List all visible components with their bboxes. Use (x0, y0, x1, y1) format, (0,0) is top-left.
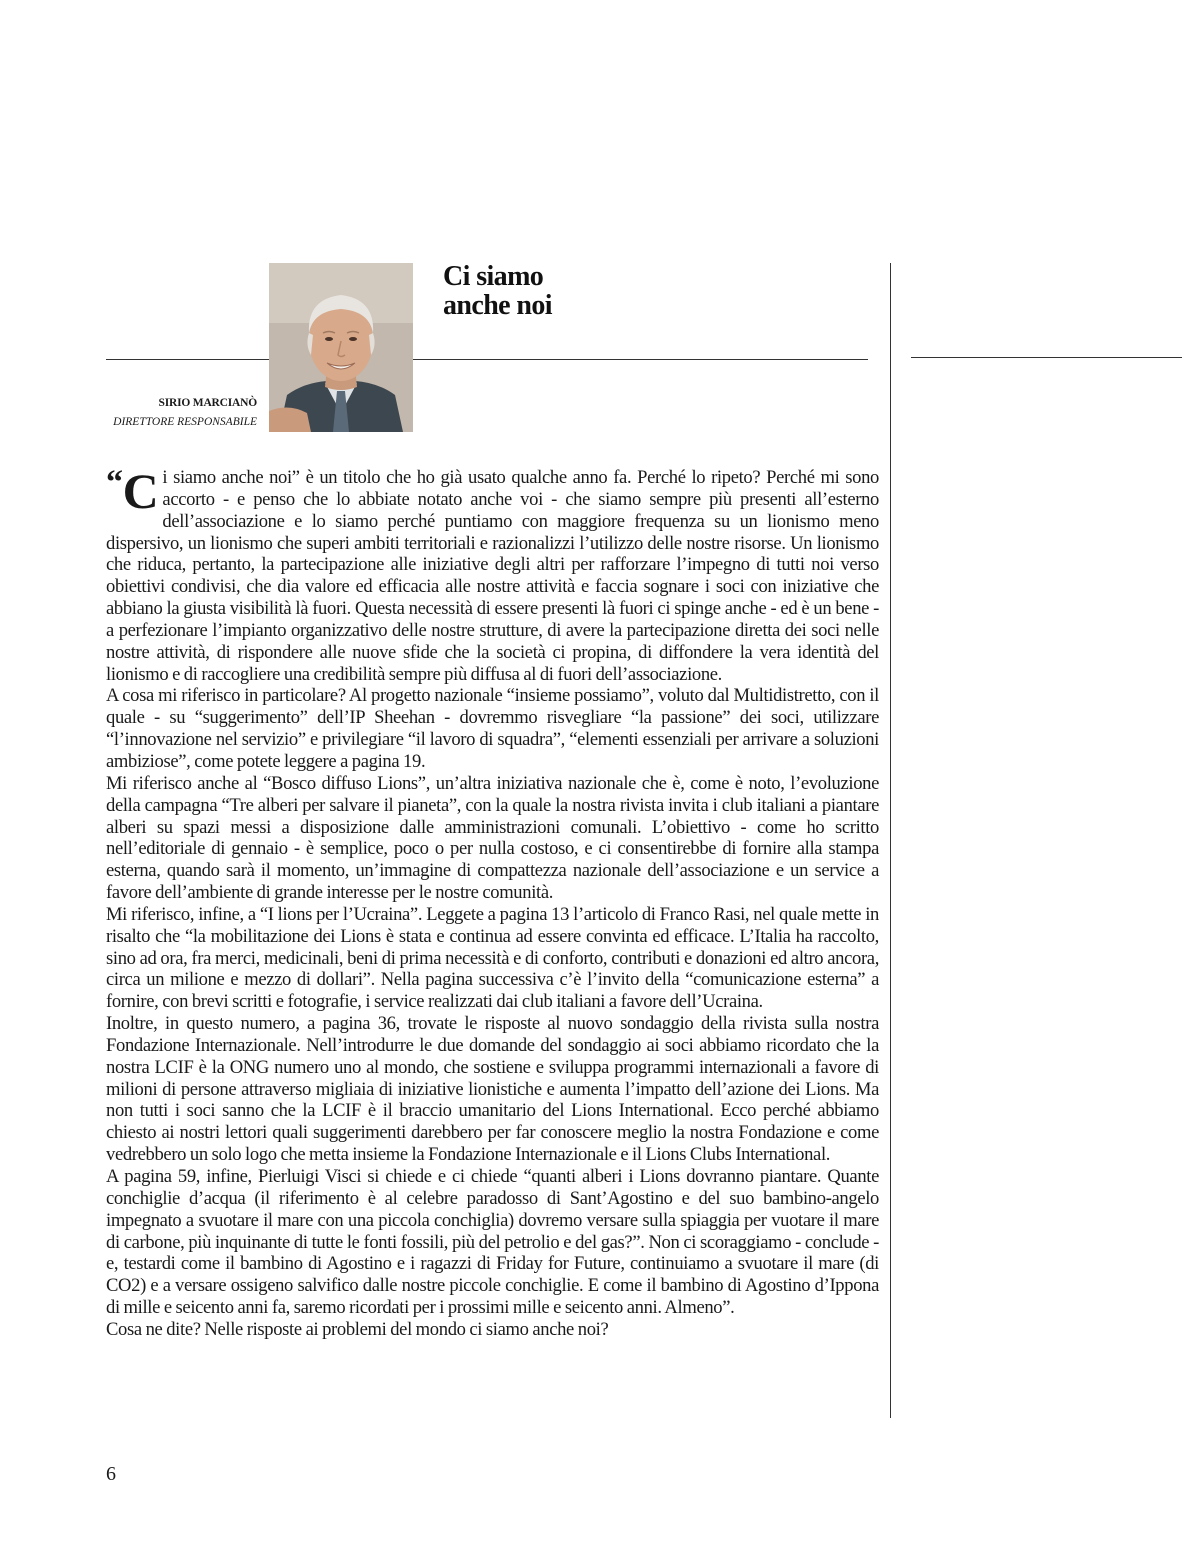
header-rule-left (106, 359, 270, 360)
author-portrait-illustration (269, 263, 413, 432)
article-paragraph (106, 463, 879, 685)
drop-cap (106, 463, 159, 519)
article-paragraph: A pagina 59, infine, Pierluigi Visci si chiede e ci chiede “quanti alberi i Lions dovranno piantare. Quante conchiglie d’acqua (il riferimento è al celebre paradosso di Sant’Agostino e del suo bambino-angelo impegnato a svuotare il mare con una piccola conchiglia) dovremo versare sulla spiaggia per vuotare il mare di carbone, più inquinante di tutte le fonti fossili, più del petrolio e del gas?”. Non ci scoraggiamo - conclude - e, testardi come il bambino di Agostino e i ragazzi di Friday for Future, continuiamo a svuotare il mare (di CO2) e a versare ossigeno salvifico dalle nostre piccole conchiglie. E come il bambino di Agostino d’Ippona di mille e seicento anni fa, saremo ricordati per i prossimi mille e seicento anni. Almeno”. (106, 1166, 879, 1319)
drop-cap-letter: C (122, 463, 159, 519)
article-paragraph: Inoltre, in questo numero, a pagina 36, trovate le risposte al nuovo sondaggio della rivista sulla nostra Fondazione Internazionale. Nell’introdurre le due domande del sondaggio ai soci abbiamo ricordato che la nostra LCIF è la ONG numero uno al mondo, che sostiene e sviluppa programmi internazionali a favore di milioni di persone attraverso migliaia di iniziative lionistiche e aumenta l’impatto dell’azione dei Lions. Ma non tutti i soci sanno che la LCIF è il braccio umanitario del Lions International. Ecco perché abbiamo chiesto ai nostri lettori quali suggerimenti darebbero per far conoscere meglio la nostra Fondazione e come vedrebbero un solo logo che metta insieme la Fondazione Internazionale e il Lions Clubs International. (106, 1013, 879, 1166)
author-portrait (269, 263, 413, 432)
column-divider (890, 263, 891, 1418)
article-title (443, 262, 552, 320)
page-number: 6 (106, 1463, 116, 1485)
article-paragraph: Cosa ne dite? Nelle risposte ai problemi del mondo ci siamo anche noi? (106, 1318, 609, 1340)
drop-cap-quote: “ (106, 464, 123, 501)
header-rule-middle (413, 359, 868, 360)
article-paragraph: Mi riferisco anche al “Bosco diffuso Lions”, un’altra iniziativa nazionale che è, come è noto, l’evoluzione della campagna “Tre alberi per salvare il pianeta”, con la quale la nostra rivista invita i club italiani a piantare alberi su spazi messi a disposizione dalle amministrazioni comunali. L’obiettivo - come ho scritto nell’editoriale di gennaio - è semplice, poco o per nulla costoso, e ci consentirebbe di fornire alla stampa esterna, quando sarà il momento, un’immagine di compattezza nazionale dell’associazione e un service a favore dell’ambiente di grande interesse per le nostre comunità. (106, 772, 879, 904)
article-body (106, 463, 879, 1341)
author-name: SIRIO MARCIANÒ (158, 397, 257, 409)
article-paragraph: A cosa mi riferisco in particolare? Al progetto nazionale “insieme possiamo”, voluto dal Multidistretto, con il quale - su “suggerimento” dell’IP Sheehan - dovremmo risvegliare “la passione” dei soci, utilizzare “l’innovazione nel servizio” e privilegiare “il lavoro di squadra”, “elementi essenziali per arrivare a soluzioni ambiziose”, come potete leggere a pagina 19. (106, 685, 879, 772)
author-role: DIRETTORE RESPONSABILE (113, 416, 257, 428)
article-paragraph: Mi riferisco, infine, a “I lions per l’Ucraina”. Leggete a pagina 13 l’articolo di Franco Rasi, nel quale mette in risalto che “la mobilitazione dei Lions è stata e continua ad essere convinta ed efficace. L’Italia ha raccolto, sino ad ora, fra merci, medicinali, beni di prima necessità e di conforto, contributi e donazioni ed altro ancora, circa un milione e mezzo di dollari”. Nella pagina successiva c’è l’invito della “comunicazione esterna” a fornire, con brevi scritti e fotografie, i service realizzati dai club italiani a favore dell’Ucraina. (106, 903, 879, 1013)
article-title-line-1: Ci siamo (443, 261, 544, 292)
header-rule-right (911, 357, 1182, 358)
article-title-line-2: anche noi (443, 290, 552, 321)
article-paragraph-text: i siamo anche noi” è un titolo che ho già usato qualche anno fa. Perché lo ripeto? Perché mi sono accorto - e penso che lo abbiate notato anche voi - che siamo sempre più presenti all’esterno dell’associazione e lo siamo perché puntiamo con maggiore frequenza su un lionismo meno dispersivo, un lionismo che superi ambiti territoriali e razionalizzi l’utilizzo delle nostre risorse. Un lionismo che riduca, pertanto, la partecipazione alle iniziative degli altri per rafforzare l’impegno di tutti noi verso obiettivi condivisi, che dia valore ed efficacia alle nostre attività e faccia sognare i soci con iniziative che abbiano la giusta visibilità là fuori. Questa necessità di essere presenti là fuori ci spinge anche - ed è un bene - a perfezionare l’impianto organizzativo delle nostre strutture, di avere la partecipazione diretta dei soci nelle nostre attività, di rispondere alle nuove sfide che la società ci propina, di diffondere la vera identità del lionismo e di raccogliere una credibilità sempre più diffusa al di fuori dell’associazione. (106, 467, 879, 685)
